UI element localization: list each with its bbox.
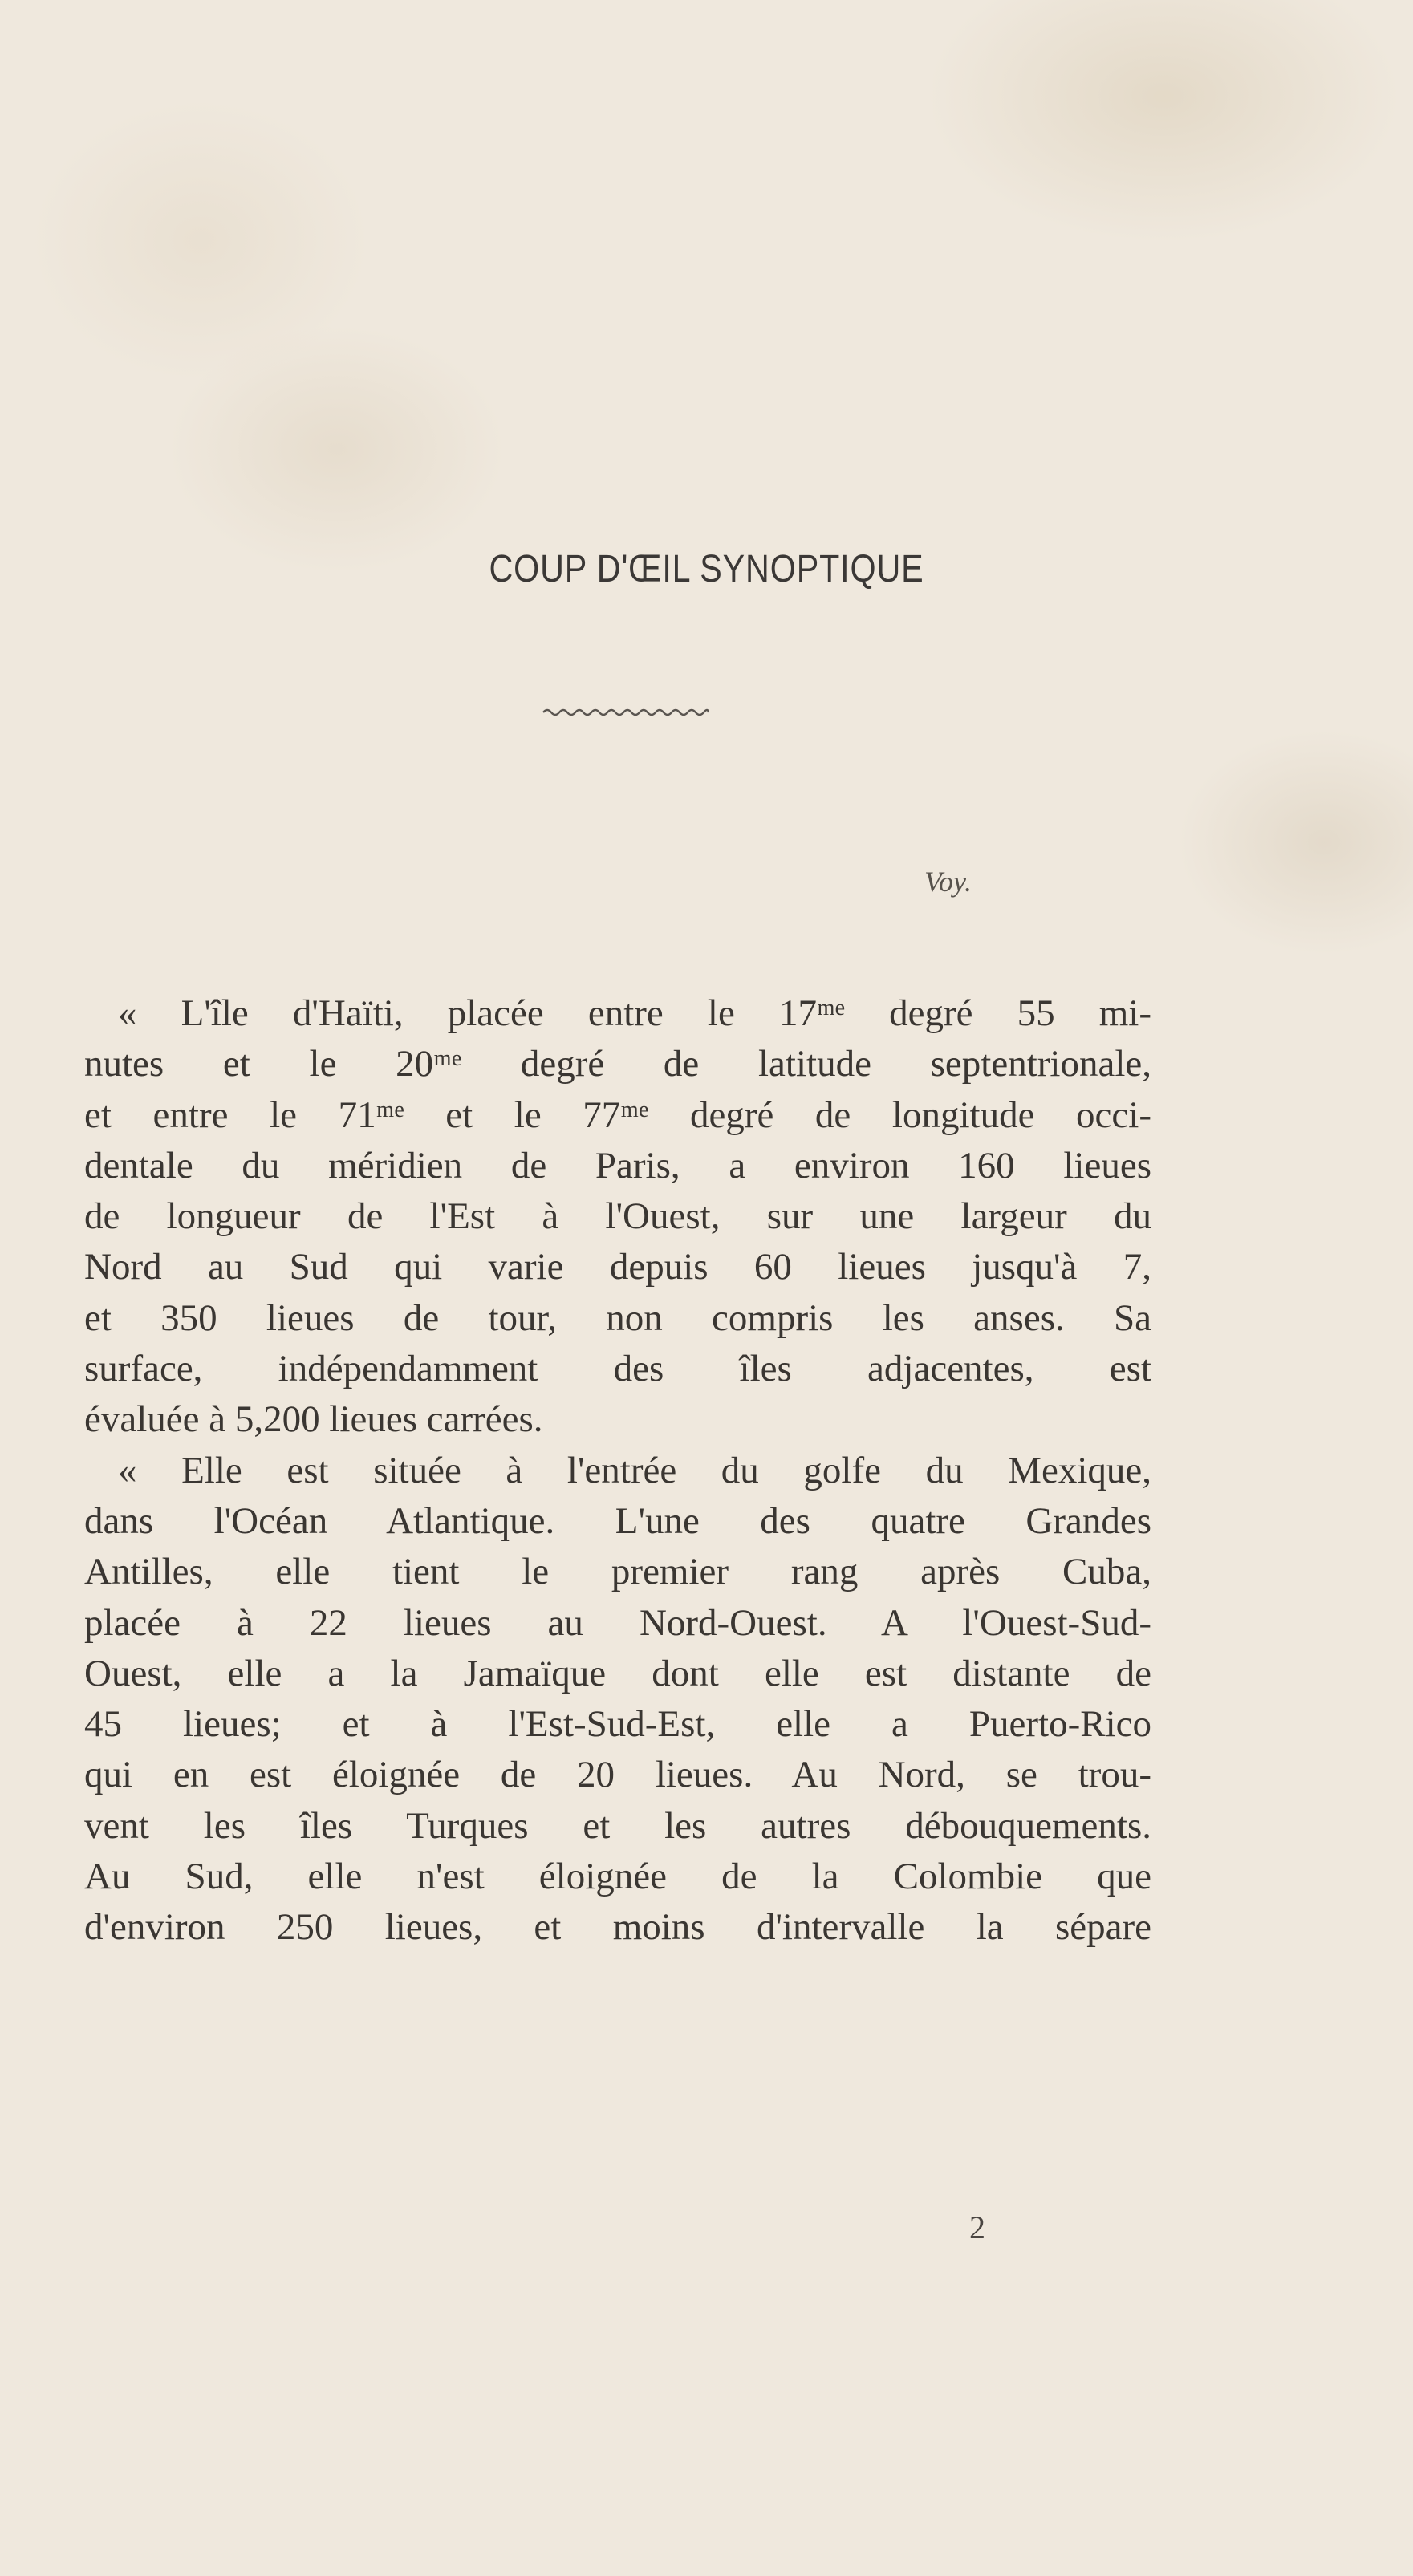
page-number: 2 bbox=[969, 2209, 985, 2245]
body-line: d'environ 250 lieues, et moins d'intervalle la sépare bbox=[84, 1906, 1151, 1949]
body-line: dentale du méridien de Paris, a environ 160 lieues bbox=[84, 1144, 1151, 1187]
body-line: Ouest, elle a la Jamaïque dont elle est distante de bbox=[84, 1652, 1151, 1694]
body-line: surface, indépendamment des îles adjacentes, est bbox=[84, 1348, 1151, 1390]
body-line: nutes et le 20ᵐᵉ degré de latitude septentrionale, bbox=[84, 1043, 1151, 1085]
body-line: « L'île d'Haïti, placée entre le 17ᵐᵉ degré 55 mi- bbox=[118, 992, 1151, 1034]
body-line: et 350 lieues de tour, non compris les anses. Sa bbox=[84, 1296, 1151, 1339]
body-line: « Elle est située à l'entrée du golfe du Mexique, bbox=[118, 1449, 1151, 1491]
wavy-divider bbox=[542, 706, 710, 719]
body-line: Antilles, elle tient le premier rang après Cuba, bbox=[84, 1551, 1151, 1593]
reference-note: Voy. bbox=[924, 866, 972, 898]
body-line: qui en est éloignée de 20 lieues. Au Nord, se trou- bbox=[84, 1754, 1151, 1796]
body-line: 45 lieues; et à l'Est-Sud-Est, elle a Puerto-Rico bbox=[84, 1703, 1151, 1746]
body-line: Nord au Sud qui varie depuis 60 lieues jusqu'à 7, bbox=[84, 1246, 1151, 1288]
body-line: dans l'Océan Atlantique. L'une des quatre Grandes bbox=[84, 1499, 1151, 1542]
body-line: vent les îles Turques et les autres débouquements. bbox=[84, 1804, 1151, 1847]
body-line: placée à 22 lieues au Nord-Ouest. A l'Ouest-Sud- bbox=[84, 1601, 1151, 1644]
body-line: et entre le 71ᵐᵉ et le 77ᵐᵉ degré de longitude occi- bbox=[84, 1093, 1151, 1136]
body-line: évaluée à 5,200 lieues carrées. bbox=[84, 1398, 543, 1441]
page-title: COUP D'ŒIL SYNOPTIQUE bbox=[489, 548, 924, 590]
body-text bbox=[84, 988, 1151, 1953]
body-line: de longueur de l'Est à l'Ouest, sur une largeur du bbox=[84, 1195, 1151, 1238]
body-line: Au Sud, elle n'est éloignée de la Colombie que bbox=[84, 1856, 1151, 1898]
